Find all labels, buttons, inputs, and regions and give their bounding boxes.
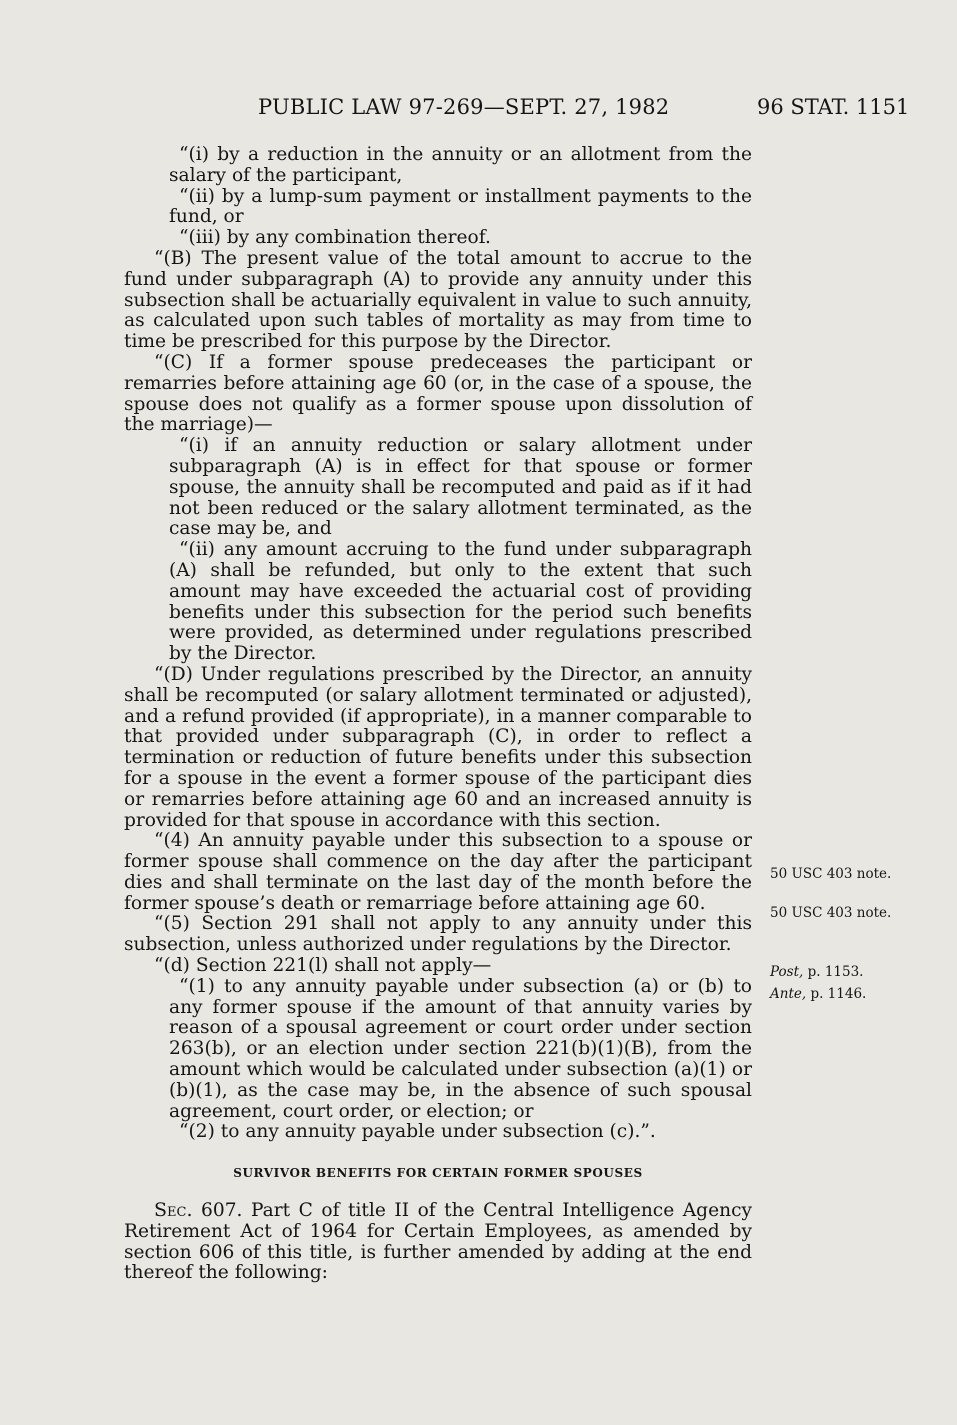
- post-label: Post,: [770, 964, 804, 980]
- clause-iii: “(iii) by any combination thereof.: [179, 227, 491, 249]
- section-607-text: 607. Part C of title II of the Central Intelligence Agency Retirement Act of 1964 for Certain Employees, as amended by section 606 of this title, is further amended by adding at the end thereof the following:: [124, 1200, 752, 1284]
- margin-note-usc-1: 50 USC 403 note.: [770, 866, 892, 882]
- margin-note-usc-2: 50 USC 403 note.: [770, 905, 892, 921]
- paragraph-d-2: “(2) to any annuity payable under subsection (c).”.: [179, 1121, 656, 1143]
- paragraph-5: “(5) Section 291 shall not apply to any annuity under this subsection, unless authorized under regulations by the Director.: [124, 913, 752, 956]
- margin-note-post: [770, 964, 863, 980]
- clause-i: “(i) by a reduction in the annuity or an allotment from the salary of the participant,: [169, 144, 752, 186]
- subsection-d: “(d) Section 221(l) shall not apply—: [154, 955, 492, 977]
- section-607: [124, 1200, 752, 1284]
- paragraph-4: “(4) An annuity payable under this subsection to a spouse or former spouse shall commence on the day after the participant dies and shall terminate on the last day of the month before the former spouse’s death or remarriage before attaining age 60.: [124, 830, 752, 914]
- ante-page: p. 1146.: [806, 986, 867, 1002]
- page-header: [0, 95, 957, 125]
- subparagraph-c: “(C) If a former spouse predeceases the participant or remarries before attaining age 60 (or, in the case of a spouse, the spouse does not qualify as a former spouse upon dissolution of the marriage)—: [124, 351, 752, 436]
- section-heading: SURVIVOR BENEFITS FOR CERTAIN FORMER SPOUSES: [233, 1166, 643, 1181]
- clause-ii: “(ii) by a lump-sum payment or installment payments to the fund, or: [169, 185, 752, 228]
- ante-label: Ante,: [770, 986, 807, 1002]
- subparagraph-d: “(D) Under regulations prescribed by the Director, an annuity shall be recomputed (or salary allotment terminated or adjusted), and a refund provided (if appropriate), in a manner comparable to that provided under subparagraph (C), in order to reflect a termination or reduction of future benefits under this subsection for a spouse in the event a former spouse of the participant dies or remarries before attaining age 60 and an increased annuity is provided for that spouse in accordance with this section.: [124, 663, 752, 831]
- stat-page-number: 96 STAT. 1151: [757, 95, 910, 119]
- clause-c-ii: “(ii) any amount accruing to the fund under subparagraph (A) shall be refunded, but only to the extent that such amount may have exceeded the actuarial cost of providing benefits under this subsection for the period such benefits were provided, as determined under regulations prescribed by the Director.: [169, 539, 752, 665]
- statute-body: [124, 145, 752, 1284]
- subparagraph-b: “(B) The present value of the total amount to accrue to the fund under subparagraph (A) to provide any annuity under this subsection shall be actuarially equivalent in value to such annuity, as calculated upon such tables of mortality as may from time to time be prescribed for this purpose by the Director.: [124, 247, 752, 353]
- paragraph-d-1: “(1) to any annuity payable under subsection (a) or (b) to any former spouse if the amount of that annuity varies by reason of a spousal agreement or court order under section 263(b), or an election under section 221(b)(1)(B), from the amount which would be calculated under subsection (a)(1) or (b)(1), as the case may be, in the absence of such spousal agreement, court order, or election; or: [169, 975, 752, 1122]
- running-title: PUBLIC LAW 97-269—SEPT. 27, 1982: [258, 95, 670, 119]
- post-page: p. 1153.: [803, 964, 864, 980]
- section-label: Sec.: [154, 1199, 193, 1222]
- margin-note-ante: [770, 986, 866, 1002]
- clause-c-i: “(i) if an annuity reduction or salary allotment under subparagraph (A) is in effect for that spouse or former spouse, the annuity shall be recomputed and paid as if it had not been reduced or the salary allotment terminated, as the case may be, and: [169, 435, 752, 540]
